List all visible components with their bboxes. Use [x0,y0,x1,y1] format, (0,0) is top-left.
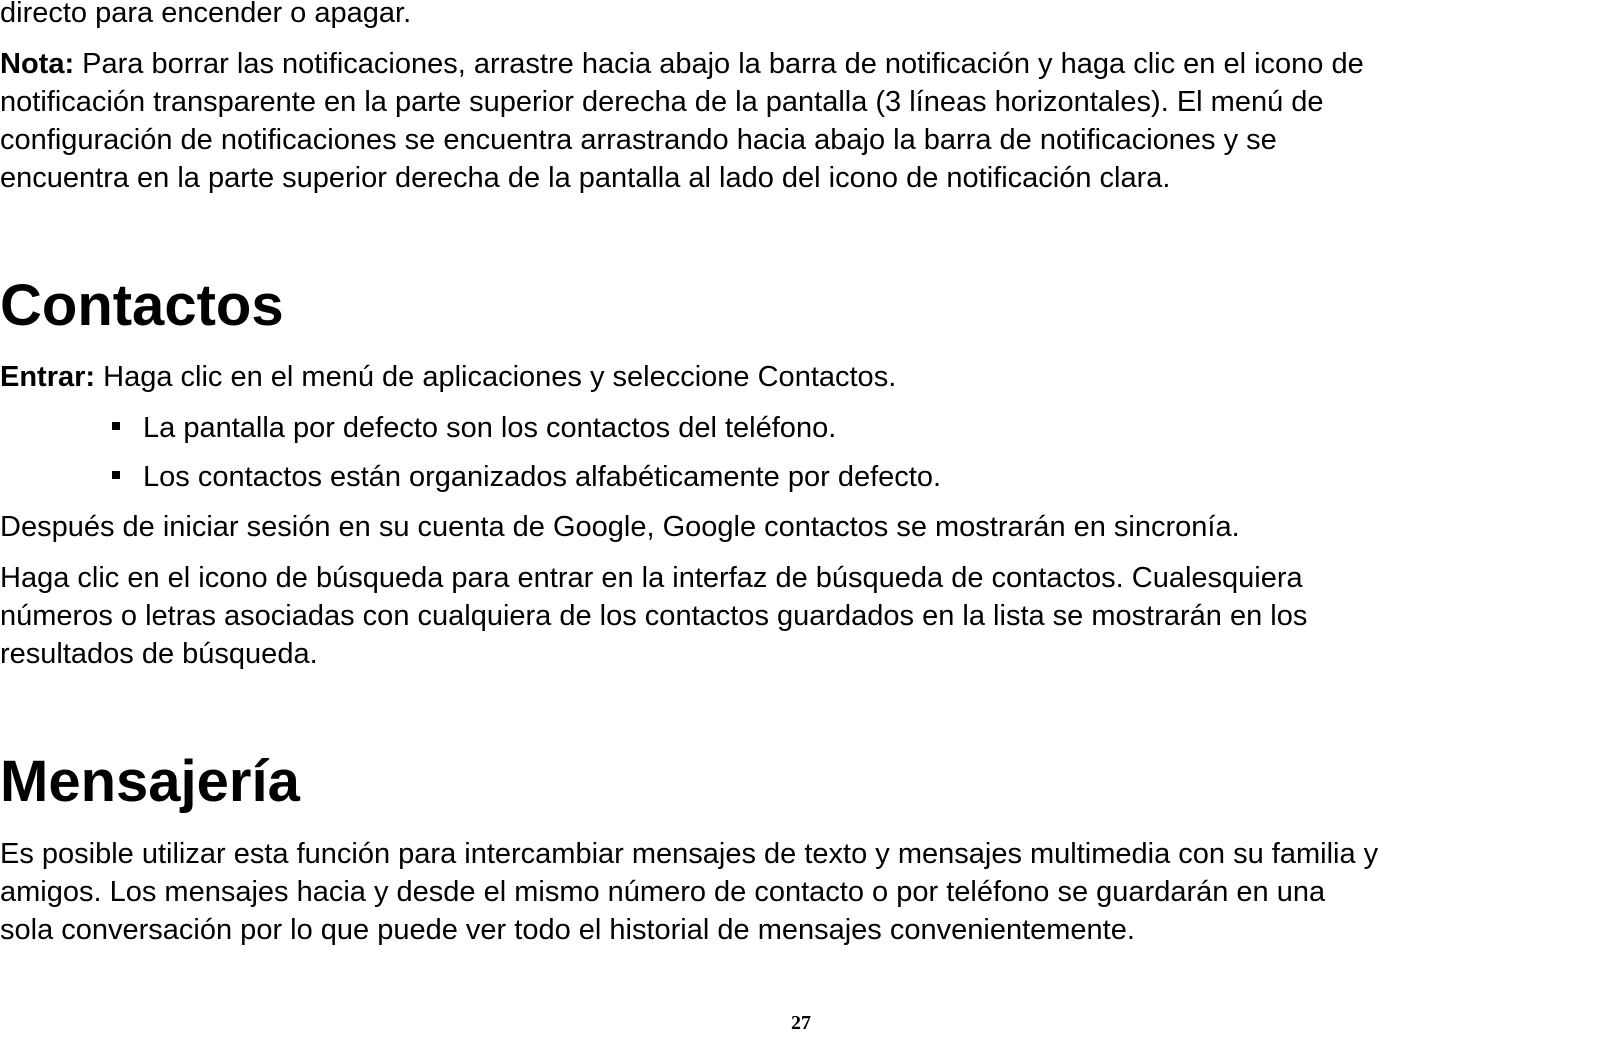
square-bullet-icon [112,471,120,479]
messaging-line-1: Es posible utilizar esta función para intercambiar mensajes de texto y mensajes multimedia con su familia y [0,838,1379,870]
intro-line: directo para encender o apagar. [0,0,412,29]
note-text-1: Para borrar las notificaciones, arrastre hacia abajo la barra de notificación y haga clic en el icono de [74,48,1364,80]
search-line-3: resultados de búsqueda. [0,638,318,670]
search-line-1: Haga clic en el icono de búsqueda para entrar en la interfaz de búsqueda de contactos. Cualesquiera [0,562,1303,594]
messaging-line-3: sola conversación por lo que puede ver todo el historial de mensajes convenientemente. [0,914,1135,946]
contacts-enter-label: Entrar: [0,361,96,393]
note-line-2: notificación transparente en la parte superior derecha de la pantalla (3 líneas horizontales). El menú de [0,86,1324,118]
contacts-enter-text: Haga clic en el menú de aplicaciones y seleccione Contactos. [95,361,897,393]
messaging-heading: Mensajería [0,749,300,814]
bullet-item-2 [112,458,941,496]
bullet-text-1: La pantalla por defecto son los contactos del teléfono. [143,412,837,444]
bullet-text-2: Los contactos están organizados alfabéticamente por defecto. [143,461,942,493]
bullet-item-1 [112,409,836,447]
messaging-line-2: amigos. Los mensajes hacia y desde el mismo número de contacto o por teléfono se guardarán en una [0,876,1326,908]
messaging-paragraph [0,835,1378,949]
page-number: 27 [791,1012,811,1034]
contacts-sync-paragraph [0,508,1240,546]
note-label: Nota: [0,48,75,80]
contacts-heading: Contactos [0,273,284,338]
note-paragraph [0,45,1364,197]
note-line-4: encuentra en la parte superior derecha de la pantalla al lado del icono de notificación clara. [0,162,1171,194]
note-line-1 [0,45,1364,83]
intro-paragraph [0,0,411,32]
contacts-search-paragraph [0,559,1307,673]
note-line-3: configuración de notificaciones se encuentra arrastrando hacia abajo la barra de notificaciones y se [0,124,1277,156]
contacts-sync-line: Después de iniciar sesión en su cuenta de Google, Google contactos se mostrarán en sincronía. [0,511,1240,543]
search-line-2: números o letras asociadas con cualquiera de los contactos guardados en la lista se mostrarán en los [0,600,1308,632]
contacts-enter-paragraph [0,358,896,396]
square-bullet-icon [112,422,120,430]
